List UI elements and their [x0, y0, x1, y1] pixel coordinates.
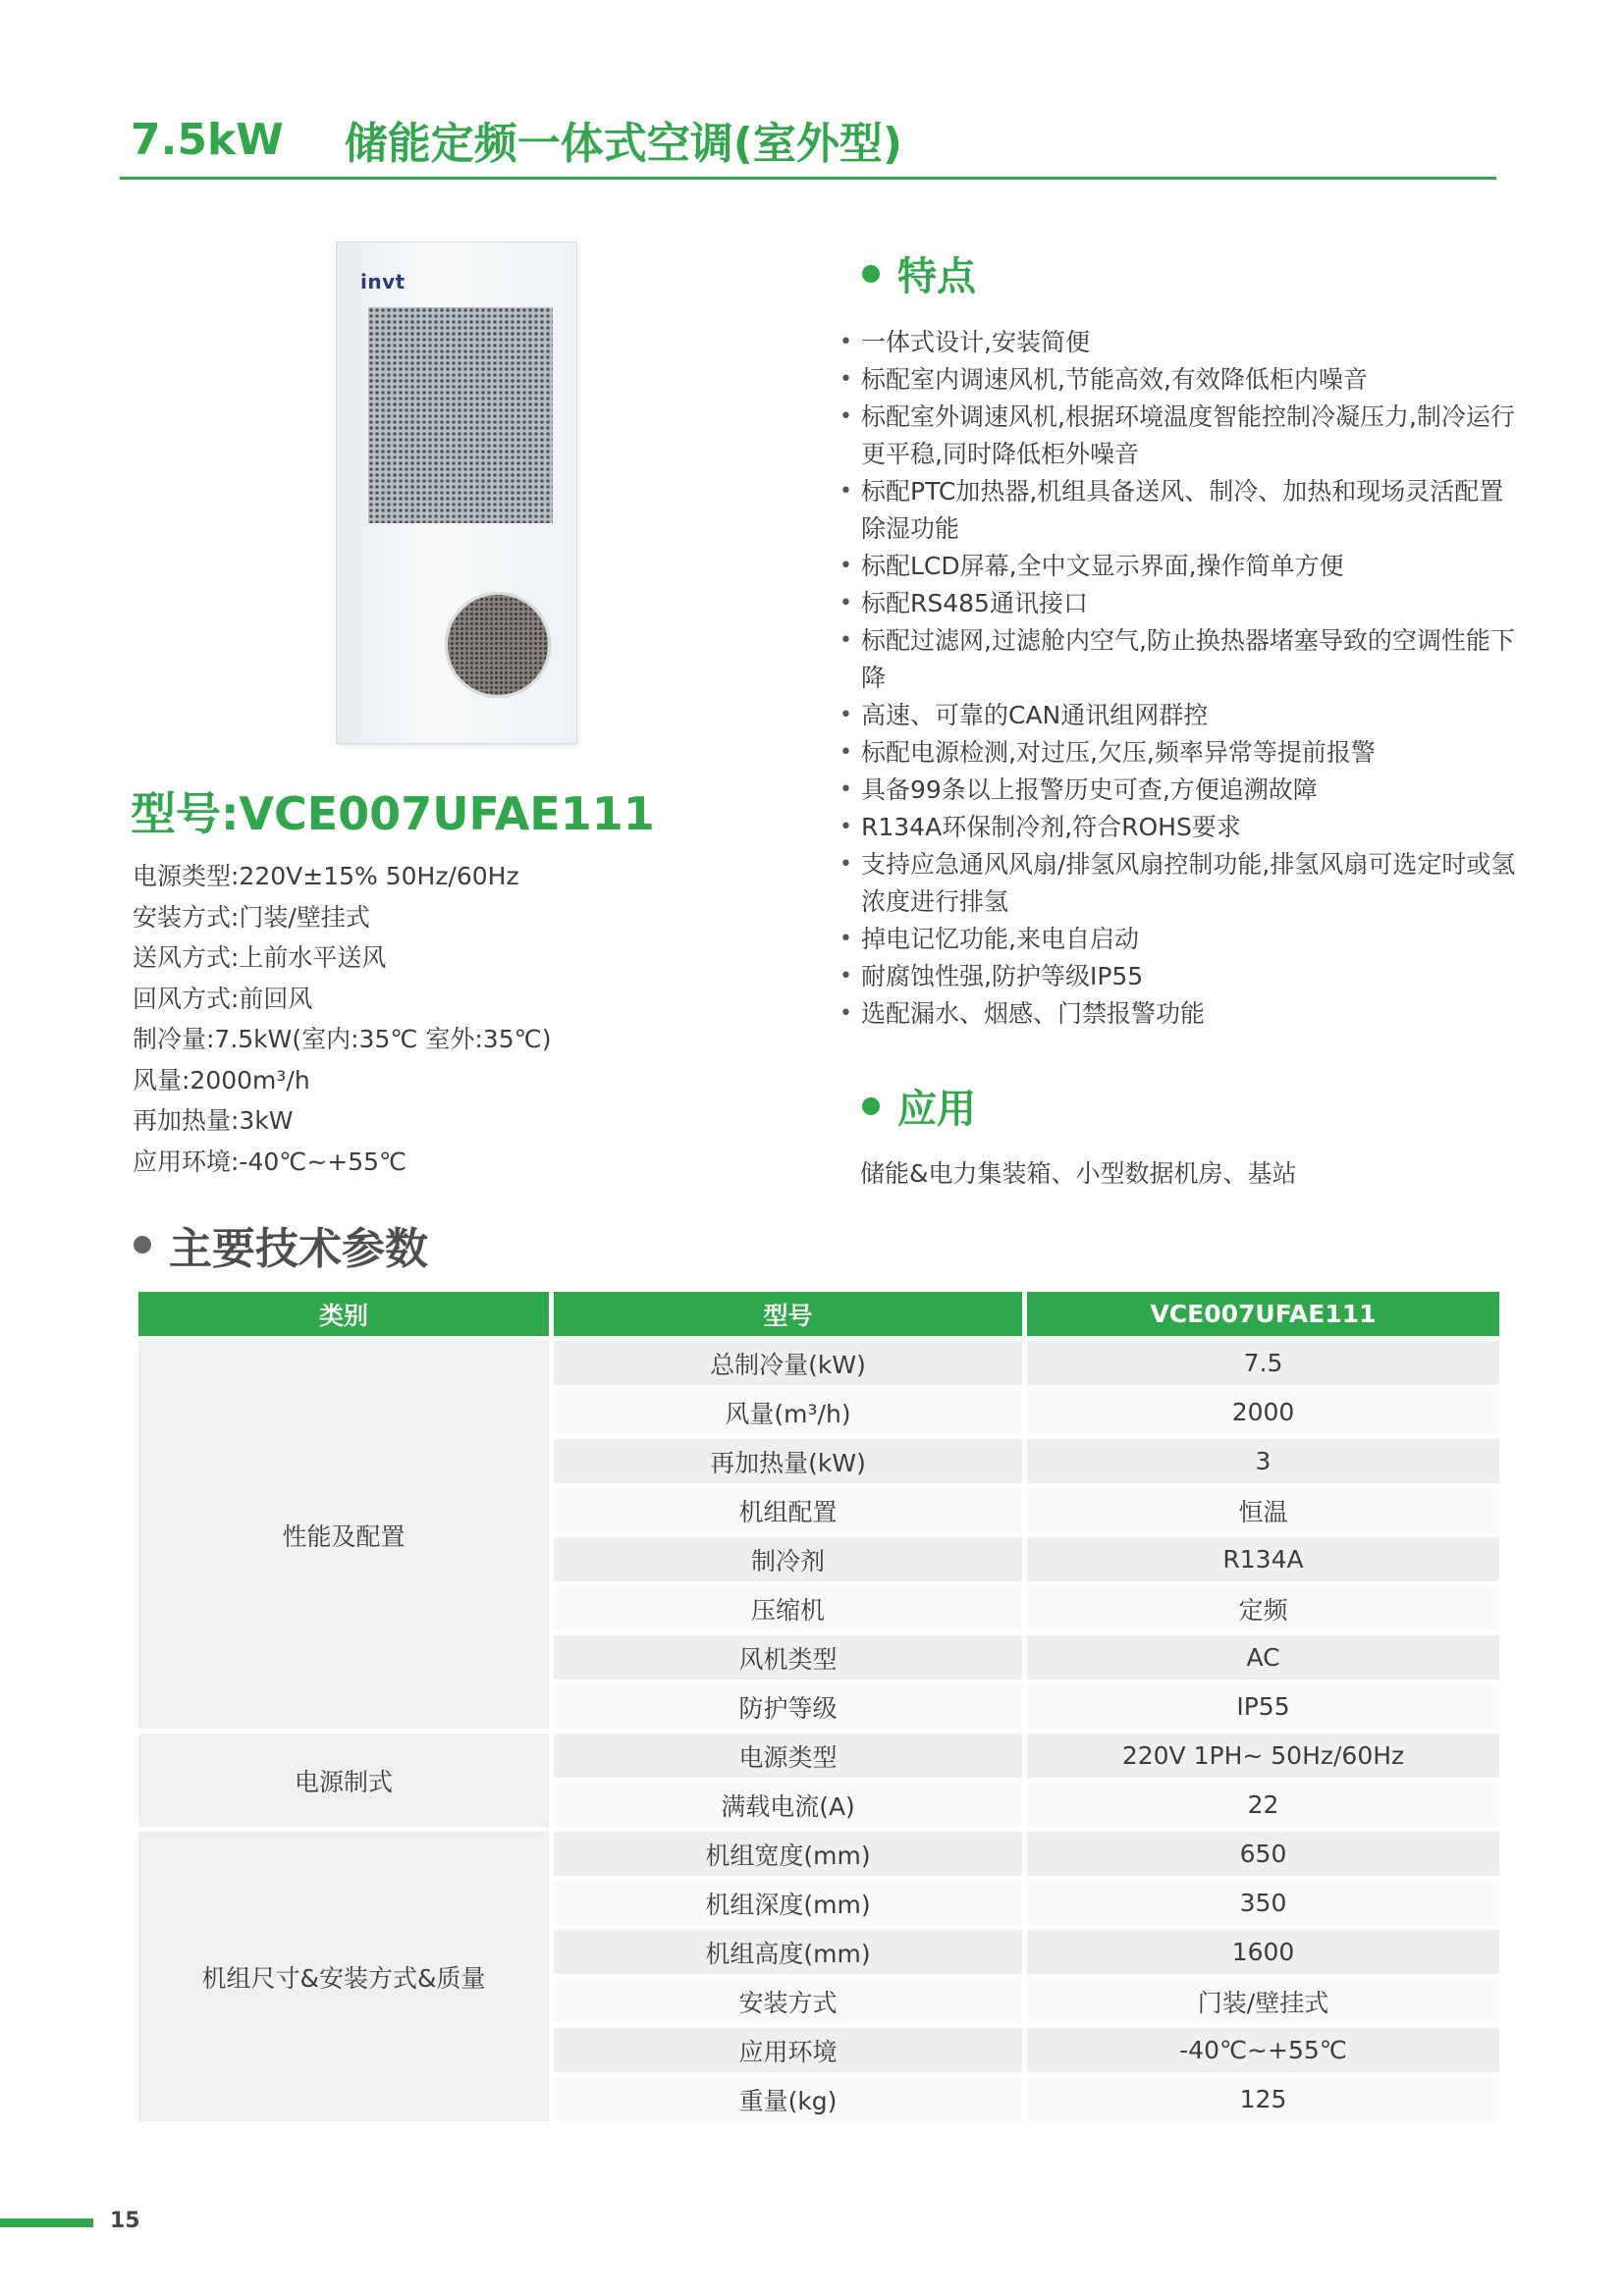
feature-item: • 选配漏水、烟感、门禁报警功能	[839, 995, 1527, 1033]
param-name-cell: 再加热量(kW)	[554, 1439, 1022, 1483]
product-grille	[368, 307, 553, 523]
header-model: VCE007UFAE111	[1027, 1292, 1499, 1336]
param-value-cell: 1600	[1027, 1930, 1499, 1974]
param-value-cell: 2000	[1027, 1390, 1499, 1434]
feature-item: • 标配电源检测,对过压,欠压,频率异常等提前报警	[839, 734, 1527, 772]
param-name-cell: 防护等级	[554, 1684, 1022, 1729]
table-row	[138, 1341, 1499, 1385]
bullet-dot-icon	[134, 1236, 151, 1254]
param-value-cell: 350	[1027, 1881, 1499, 1925]
param-name-cell: 机组配置	[554, 1488, 1022, 1532]
param-value-cell: 定频	[1027, 1586, 1499, 1630]
param-name-cell: 风量(m³/h)	[554, 1390, 1022, 1434]
application-heading-text: 应用	[897, 1087, 976, 1132]
features-heading	[862, 245, 976, 301]
param-name-cell: 应用环境	[554, 2028, 1022, 2072]
feature-item: • 标配过滤网,过滤舱内空气,防止换热器堵塞导致的空调性能下降	[839, 622, 1527, 697]
param-name-cell: 重量(kg)	[554, 2077, 1022, 2121]
param-name-cell: 安装方式	[554, 1979, 1022, 2023]
param-value-cell: -40℃~+55℃	[1027, 2028, 1499, 2072]
param-name-cell: 满载电流(A)	[554, 1783, 1022, 1827]
param-name-cell: 机组高度(mm)	[554, 1930, 1022, 1974]
param-value-cell: 7.5	[1027, 1341, 1499, 1385]
param-value-cell: AC	[1027, 1635, 1499, 1680]
spec-line: 安装方式:门装/壁挂式	[133, 902, 370, 932]
feature-item: • 标配室内调速风机,节能高效,有效降低柜内噪音	[839, 361, 1527, 399]
params-heading-text: 主要技术参数	[169, 1224, 428, 1274]
spec-line: 回风方式:前回风	[133, 984, 313, 1013]
page-number: 15	[110, 2209, 140, 2233]
header-item: 型号	[554, 1292, 1022, 1336]
product-image	[336, 241, 577, 744]
footer-bar	[0, 2218, 93, 2227]
feature-item: • 标配LCD屏幕,全中文显示界面,操作简单方便	[839, 548, 1527, 585]
bullet-dot-icon	[862, 1097, 880, 1115]
param-value-cell: 220V 1PH~ 50Hz/60Hz	[1027, 1734, 1499, 1778]
param-value-cell: IP55	[1027, 1684, 1499, 1729]
param-name-cell: 机组深度(mm)	[554, 1881, 1022, 1925]
params-table	[134, 1287, 1504, 2126]
param-value-cell: 门装/壁挂式	[1027, 1979, 1499, 2023]
title-capacity: 7.5kW	[131, 114, 284, 165]
param-name-cell: 电源类型	[554, 1734, 1022, 1778]
feature-item: • 标配室外调速风机,根据环境温度智能控制冷凝压力,制冷运行更平稳,同时降低柜外噪音	[839, 399, 1527, 473]
feature-item: • R134A环保制冷剂,符合ROHS要求	[839, 809, 1527, 846]
table-row	[138, 1734, 1499, 1778]
application-text: 储能&电力集装箱、小型数据机房、基站	[860, 1159, 1297, 1188]
title-divider	[120, 177, 1496, 180]
spec-line: 电源类型:220V±15% 50Hz/60Hz	[133, 862, 519, 890]
feature-item: • 标配RS485通讯接口	[839, 585, 1527, 622]
feature-item: • 耐腐蚀性强,防护等级IP55	[839, 958, 1527, 995]
features-heading-text: 特点	[897, 254, 976, 299]
feature-item: • 掉电记忆功能,来电自启动	[839, 921, 1527, 958]
param-name-cell: 风机类型	[554, 1635, 1022, 1680]
feature-item: • 支持应急通风风扇/排氢风扇控制功能,排氢风扇可选定时或氢浓度进行排氢	[839, 846, 1527, 921]
feature-item: • 高速、可靠的CAN通讯组网群控	[839, 697, 1527, 734]
param-name-cell: 机组宽度(mm)	[554, 1832, 1022, 1876]
product-logo: invt	[360, 270, 406, 294]
category-cell: 机组尺寸&安装方式&质量	[138, 1832, 549, 2121]
title-text: 储能定频一体式空调(室外型)	[344, 119, 902, 169]
model-heading: 型号:VCE007UFAE111	[131, 787, 655, 840]
param-value-cell: R134A	[1027, 1537, 1499, 1581]
feature-list	[839, 324, 1527, 1033]
param-value-cell: 恒温	[1027, 1488, 1499, 1532]
table-header-row	[138, 1292, 1499, 1336]
bullet-dot-icon	[862, 265, 880, 283]
category-cell: 电源制式	[138, 1734, 549, 1827]
param-value-cell: 125	[1027, 2077, 1499, 2121]
spec-line: 制冷量:7.5kW(室内:35℃ 室外:35℃)	[133, 1025, 552, 1053]
param-name-cell: 总制冷量(kW)	[554, 1341, 1022, 1385]
param-value-cell: 650	[1027, 1832, 1499, 1876]
param-value-cell: 22	[1027, 1783, 1499, 1827]
header-category: 类别	[138, 1292, 549, 1336]
spec-line: 再加热量:3kW	[133, 1106, 294, 1135]
feature-item: • 一体式设计,安装简便	[839, 324, 1527, 361]
params-heading	[134, 1213, 428, 1276]
spec-line: 送风方式:上前水平送风	[133, 943, 387, 972]
spec-line: 风量:2000m³/h	[133, 1065, 310, 1095]
page-title	[131, 110, 902, 169]
table-row	[138, 1832, 1499, 1876]
feature-item: • 具备99条以上报警历史可查,方便追溯故障	[839, 772, 1527, 809]
product-fan	[445, 592, 551, 698]
spec-list	[133, 856, 551, 1182]
feature-item: • 标配PTC加热器,机组具备送风、制冷、加热和现场灵活配置除湿功能	[839, 473, 1527, 548]
param-name-cell: 压缩机	[554, 1586, 1022, 1630]
spec-line: 应用环境:-40℃~+55℃	[133, 1147, 407, 1176]
param-value-cell: 3	[1027, 1439, 1499, 1483]
application-heading	[862, 1078, 976, 1134]
category-cell: 性能及配置	[138, 1341, 549, 1729]
param-name-cell: 制冷剂	[554, 1537, 1022, 1581]
